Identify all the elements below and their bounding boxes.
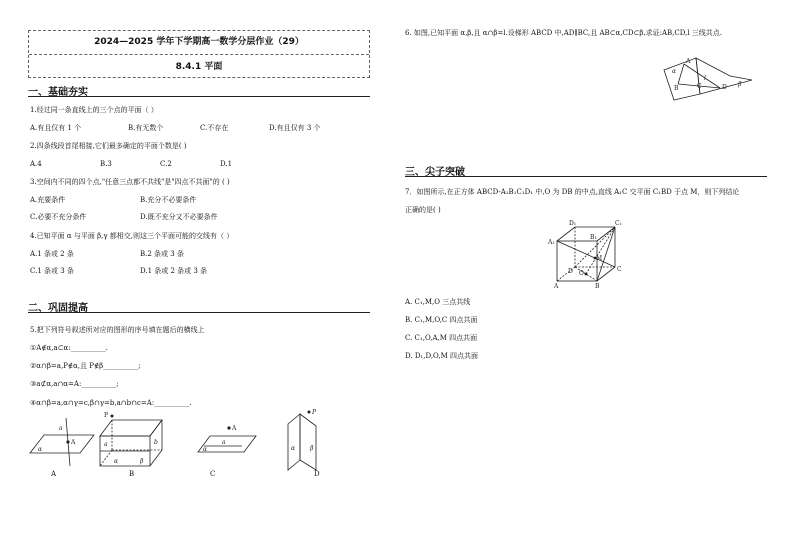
section-2-heading: 二、巩固提高 <box>28 303 88 314</box>
q1-option-a: A.有且仅有 1 个 <box>30 124 82 132</box>
q3-stem: 3.空间内不同的四个点,"任意三点都不共线"是"四点不共面"的 ( ) <box>30 178 230 186</box>
q6-figure <box>660 50 760 110</box>
svg-text:A: A <box>554 283 559 290</box>
svg-text:C: C <box>617 266 622 273</box>
q3-option-c: C.必要不充分条件 <box>30 213 87 221</box>
q5-caption-b: B <box>129 470 135 478</box>
worksheet-title: 2024—2025 学年下学期高一数学分层作业（29） <box>29 31 369 55</box>
svg-text:a: a <box>222 439 226 446</box>
q3-option-d: D.既不充分又不必要条件 <box>140 213 218 221</box>
svg-text:D: D <box>568 268 573 275</box>
svg-text:α: α <box>291 445 296 452</box>
q7-option-c: C. C₁,O,A,M 四点共面 <box>405 334 478 342</box>
lesson-title: 8.4.1 平面 <box>175 62 223 72</box>
svg-text:β: β <box>310 445 314 452</box>
header-box <box>28 30 370 78</box>
q4-option-c: C.1 条或 3 条 <box>30 267 74 275</box>
q1-option-c: C.不存在 <box>200 124 229 132</box>
svg-text:D: D <box>722 84 727 91</box>
q7-stem-line-2: 正确的是( ) <box>405 206 441 214</box>
svg-text:α: α <box>114 458 119 465</box>
q7-option-b: B. C₁,M,O,C 四点共面 <box>405 316 478 324</box>
q7-option-d: D. D₁,D,O,M 四点共面 <box>405 352 478 360</box>
svg-text:A: A <box>71 439 76 446</box>
q7-stem-line-1: 7．如图所示,在正方体 ABCD-A₁B₁C₁D₁ 中,O 为 DB 的中点,直线 A₁C 交平面 C₁BD 于点 M，则下列结论 <box>405 188 740 196</box>
section-3-heading: 三、尖子突破 <box>405 167 465 178</box>
q4-option-a: A.1 条或 2 条 <box>30 250 74 258</box>
svg-text:C₁: C₁ <box>615 220 622 227</box>
section-1-rule <box>28 96 370 97</box>
svg-text:M: M <box>596 255 603 262</box>
q5-caption-a: A <box>51 470 57 478</box>
q5-caption-d: D <box>314 470 320 478</box>
svg-text:α: α <box>672 68 677 75</box>
svg-text:β: β <box>738 81 742 88</box>
q4-option-d: D.1 条或 2 条或 3 条 <box>140 267 208 275</box>
q7-cube-figure <box>545 215 635 290</box>
q5-item-4: ④α∩β=a,α∩γ=c,β∩γ=b,a∩b∩c=A:__________. <box>30 399 192 407</box>
q1-stem: 1.经过同一条直线上的三个点的平面（ ） <box>30 106 158 114</box>
svg-text:A: A <box>686 58 691 65</box>
q2-option-c: C.2 <box>160 160 172 168</box>
q5-stem: 5.把下列符号叙述所对应的图形的序号填在题后的横线上 <box>30 326 205 334</box>
svg-text:α: α <box>38 446 43 453</box>
svg-text:a: a <box>104 441 108 448</box>
figure-c <box>198 425 256 453</box>
q6-stem: 6. 如图,已知平面 α,β,且 α∩β=l.设梯形 ABCD 中,AD∥BC,且 AB⊂α,CD⊂β,求证:AB,CD,l 三线共点. <box>405 29 723 37</box>
q4-option-b: B.2 条或 3 条 <box>140 250 184 258</box>
q2-option-d: D.1 <box>220 160 233 168</box>
svg-text:A₁: A₁ <box>548 239 555 246</box>
figure-d <box>288 409 317 470</box>
figure-b <box>100 412 162 466</box>
svg-text:l: l <box>704 75 706 82</box>
svg-text:P: P <box>104 412 109 419</box>
svg-text:O: O <box>579 270 584 277</box>
q5-caption-c: C <box>210 470 216 478</box>
q5-item-3: ③a⊄α,a∩α=A:__________; <box>30 380 119 388</box>
svg-text:b: b <box>154 439 158 446</box>
section-2-rule <box>28 312 370 313</box>
section-3-rule <box>405 176 767 177</box>
svg-text:A: A <box>232 425 237 432</box>
svg-text:D₁: D₁ <box>569 220 577 227</box>
svg-text:C: C <box>697 83 702 90</box>
q2-option-a: A.4 <box>30 160 42 168</box>
q5-item-1: ①A∉α,a⊂α:__________. <box>30 344 108 352</box>
q5-item-2: ②α∩β=a,P∉α,且 P∉β__________; <box>30 362 141 370</box>
svg-text:B: B <box>595 283 600 290</box>
q1-option-b: B.有无数个 <box>128 124 164 132</box>
svg-text:a: a <box>59 425 63 432</box>
svg-text:B₁: B₁ <box>590 234 597 241</box>
section-1-heading: 一、基础夯实 <box>28 87 88 98</box>
svg-text:β: β <box>140 458 144 465</box>
q2-stem: 2.四条线段首尾相接,它们最多确定的平面个数是( ) <box>30 142 187 150</box>
q7-option-a: A. C₁,M,O 三点共线 <box>405 298 471 306</box>
q4-stem: 4.已知平面 α 与平面 β,γ 都相交,则这三个平面可能的交线有（ ） <box>30 232 234 240</box>
q2-option-b: B.3 <box>100 160 112 168</box>
svg-text:α: α <box>203 446 208 453</box>
q3-option-a: A.充要条件 <box>30 196 66 204</box>
q3-option-b: B.充分不必要条件 <box>140 196 197 204</box>
figure-a <box>30 418 94 466</box>
q1-option-d: D.有且仅有 3 个 <box>269 124 321 132</box>
svg-text:P: P <box>312 409 317 416</box>
q5-figures <box>28 408 338 488</box>
svg-text:B: B <box>674 85 679 92</box>
